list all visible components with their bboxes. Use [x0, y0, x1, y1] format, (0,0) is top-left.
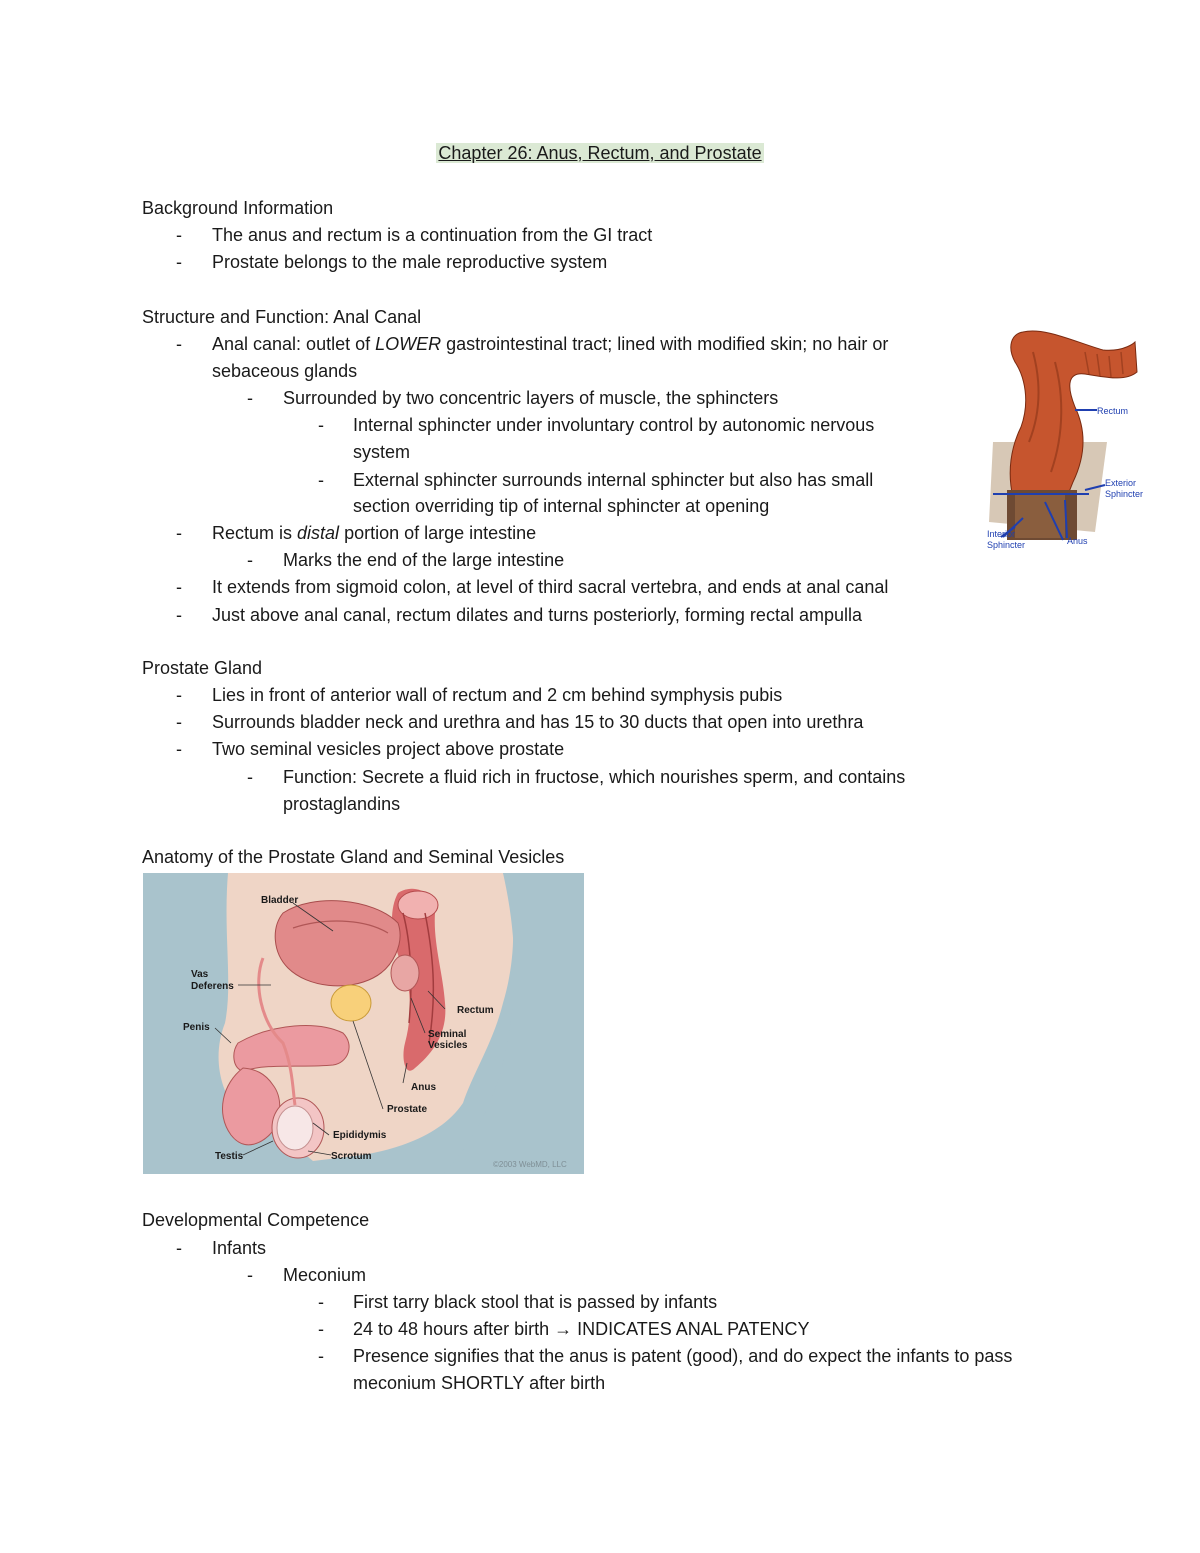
bullet-dash: -: [318, 1346, 324, 1366]
label-rectum: Rectum: [1097, 406, 1129, 416]
label-anus: Anus: [1067, 536, 1088, 546]
bullet-text: External sphincter surrounds internal sphincter but also has small: [353, 470, 874, 490]
bullet-text: Meconium: [283, 1265, 367, 1285]
label-testis: Testis: [215, 1151, 244, 1162]
label-rectum: Rectum: [457, 1005, 494, 1016]
bullet-dash: -: [176, 577, 182, 597]
bullet-dash: -: [176, 225, 182, 245]
label-sphincter: Sphincter: [987, 540, 1026, 550]
bullet-text: The anus and rectum is a continuation from the GI tract: [212, 225, 653, 245]
label-interior: Interior: [987, 529, 1016, 539]
bullet-dash: -: [247, 767, 253, 787]
heading-prostate: Prostate Gland: [142, 658, 263, 678]
bullet-dash: -: [176, 334, 182, 354]
text-run: Rectum is: [212, 523, 298, 543]
label-sphincter: Sphincter: [1105, 489, 1144, 499]
bullet-text-continued: prostaglandins: [283, 794, 401, 814]
label-seminal: Seminal: [428, 1029, 467, 1040]
text-run: portion of large intestine: [339, 523, 537, 543]
bullet-text: [212, 522, 536, 544]
bullet-text: It extends from sigmoid colon, at level of third sacral vertebra, and ends at anal canal: [212, 577, 889, 597]
text-run: Anal canal: outlet of: [212, 334, 376, 354]
bullet-text: Surrounded by two concentric layers of muscle, the sphincters: [283, 388, 779, 408]
bullet-text-continued: section overriding tip of internal sphincter at opening: [353, 496, 770, 516]
bullet-text: Presence signifies that the anus is patent (good), and do expect the infants to pass: [353, 1346, 1013, 1366]
bullet-dash: -: [176, 1238, 182, 1258]
bullet-dash: -: [176, 523, 182, 543]
label-exterior: Exterior: [1105, 478, 1137, 488]
title-text: Chapter 26: Anus, Rectum, and Prostate: [438, 143, 762, 163]
label-vas: Vas: [191, 969, 209, 980]
bullet-dash: -: [176, 712, 182, 732]
label-copyright: ©2003 WebMD, LLC: [493, 1160, 567, 1169]
bullet-text: [212, 333, 888, 355]
emphasis-text: LOWER: [375, 334, 442, 354]
bullet-text: Infants: [212, 1238, 267, 1258]
bullet-dash: -: [318, 1319, 324, 1339]
bullet-text: 24 to 48 hours after birth → INDICATES ANAL PATENCY: [353, 1319, 810, 1339]
bullet-text: Lies in front of anterior wall of rectum and 2 cm behind symphysis pubis: [212, 685, 783, 705]
bullet-dash: -: [247, 388, 253, 408]
page-title: [0, 143, 1200, 164]
bullet-dash: -: [176, 252, 182, 272]
bullet-text-continued: sebaceous glands: [212, 361, 358, 381]
heading-developmental: Developmental Competence: [142, 1210, 370, 1230]
bullet-text: Surrounds bladder neck and urethra and has 15 to 30 ducts that open into urethra: [212, 712, 864, 732]
bullet-dash: -: [176, 685, 182, 705]
bullet-text-continued: meconium SHORTLY after birth: [353, 1373, 606, 1393]
emphasis-text: distal: [297, 523, 340, 543]
bullet-dash: -: [247, 1265, 253, 1285]
bullet-text: Just above anal canal, rectum dilates and turns posteriorly, forming rectal ampulla: [212, 605, 862, 625]
bullet-text-continued: system: [353, 442, 411, 462]
bullet-dash: -: [318, 470, 324, 490]
bullet-dash: -: [176, 605, 182, 625]
bullet-text: Internal sphincter under involuntary control by autonomic nervous: [353, 415, 875, 435]
heading-anal-canal: Structure and Function: Anal Canal: [142, 307, 422, 327]
text-run: gastrointestinal tract; lined with modified skin; no hair or: [441, 334, 889, 354]
rectum-illustration: [985, 322, 1153, 558]
bullet-text: Two seminal vesicles project above prostate: [212, 739, 565, 759]
heading-background: Background Information: [142, 198, 334, 218]
label-deferens: Deferens: [191, 981, 234, 992]
bullet-dash: -: [318, 1292, 324, 1312]
label-epididymis: Epididymis: [333, 1130, 387, 1141]
bullet-text: Marks the end of the large intestine: [283, 550, 565, 570]
label-penis: Penis: [183, 1022, 210, 1033]
bullet-dash: -: [247, 550, 253, 570]
label-vesicles: Vesicles: [428, 1040, 468, 1051]
bullet-dash: -: [318, 415, 324, 435]
bullet-text: First tarry black stool that is passed by infants: [353, 1292, 718, 1312]
label-anus: Anus: [411, 1082, 436, 1093]
bullet-text: Function: Secrete a fluid rich in fructose, which nourishes sperm, and contains: [283, 767, 906, 787]
heading-anatomy: Anatomy of the Prostate Gland and Seminal Vesicles: [142, 847, 565, 867]
prostate-anatomy-illustration: [143, 873, 584, 1174]
bullet-text: Prostate belongs to the male reproductive system: [212, 252, 608, 272]
label-prostate: Prostate: [387, 1104, 428, 1115]
bullet-dash: -: [176, 739, 182, 759]
label-scrotum: Scrotum: [331, 1151, 372, 1162]
label-bladder: Bladder: [261, 895, 299, 906]
